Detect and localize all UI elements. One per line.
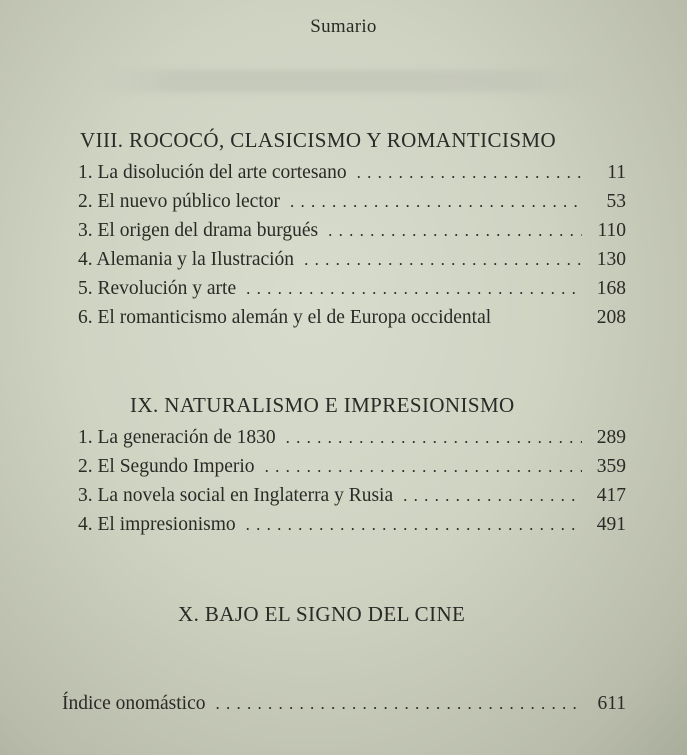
toc-entry-page: 417 bbox=[596, 485, 626, 506]
toc-entry-title: 2. El Segundo Imperio bbox=[78, 456, 255, 477]
toc-entry-page: 491 bbox=[596, 514, 626, 535]
toc-entry-page: 110 bbox=[597, 220, 626, 241]
toc-entry-page: 208 bbox=[596, 307, 626, 328]
index-entry-block bbox=[62, 693, 626, 722]
toc-entry-page: 289 bbox=[596, 427, 626, 448]
toc-entry-page: 611 bbox=[597, 693, 626, 714]
toc-entry-title: 4. El impresionismo bbox=[78, 514, 236, 535]
toc-entry bbox=[78, 427, 626, 456]
toc-entry bbox=[78, 249, 626, 278]
section-heading-x: X. BAJO EL SIGNO DEL CINE bbox=[178, 602, 466, 626]
toc-entry-title: 3. El origen del drama burgués bbox=[78, 220, 319, 241]
toc-entry-title: 5. Revolución y arte bbox=[78, 278, 237, 299]
toc-entry-page: 11 bbox=[607, 162, 626, 183]
toc-entry bbox=[78, 220, 626, 249]
toc-entry bbox=[78, 456, 626, 485]
toc-entry-title: 1. La generación de 1830 bbox=[78, 427, 276, 448]
toc-list-ix bbox=[78, 427, 626, 543]
toc-entry bbox=[78, 191, 626, 220]
toc-list-viii bbox=[78, 162, 626, 336]
toc-entry bbox=[78, 485, 626, 514]
toc-entry bbox=[78, 514, 626, 543]
toc-entry-page: 168 bbox=[596, 278, 626, 299]
toc-entry-page: 130 bbox=[596, 249, 626, 270]
toc-entry-page: 359 bbox=[596, 456, 626, 477]
show-through-text bbox=[100, 70, 600, 92]
dot-leader bbox=[403, 486, 582, 506]
toc-entry bbox=[78, 307, 626, 336]
toc-entry-title: 2. El nuevo público lector bbox=[78, 191, 280, 212]
dot-leader bbox=[290, 192, 582, 212]
toc-entry-page: 53 bbox=[606, 191, 626, 212]
toc-entry bbox=[78, 162, 626, 191]
running-head: Sumario bbox=[310, 16, 377, 37]
dot-leader bbox=[357, 163, 582, 183]
section-heading-viii: VIII. ROCOCÓ, CLASICISMO Y ROMANTICISMO bbox=[80, 128, 557, 152]
dot-leader bbox=[216, 694, 583, 714]
dot-leader bbox=[246, 279, 582, 299]
dot-leader bbox=[246, 515, 582, 535]
toc-entry-title: 4. Alemania y la Ilustración bbox=[78, 249, 295, 270]
dot-leader bbox=[328, 221, 582, 241]
toc-entry bbox=[78, 278, 626, 307]
toc-entry-title: 6. El romanticismo alemán y el de Europa occidental bbox=[78, 307, 492, 328]
toc-entry-index bbox=[62, 693, 626, 722]
toc-entry-title: 1. La disolución del arte cortesano bbox=[78, 162, 347, 183]
dot-leader bbox=[286, 428, 582, 448]
dot-leader bbox=[304, 250, 582, 270]
dot-leader bbox=[265, 457, 582, 477]
toc-entry-title: Índice onomástico bbox=[62, 693, 206, 714]
toc-entry-title: 3. La novela social en Inglaterra y Rusia bbox=[78, 485, 394, 506]
section-heading-ix: IX. NATURALISMO E IMPRESIONISMO bbox=[130, 393, 515, 417]
